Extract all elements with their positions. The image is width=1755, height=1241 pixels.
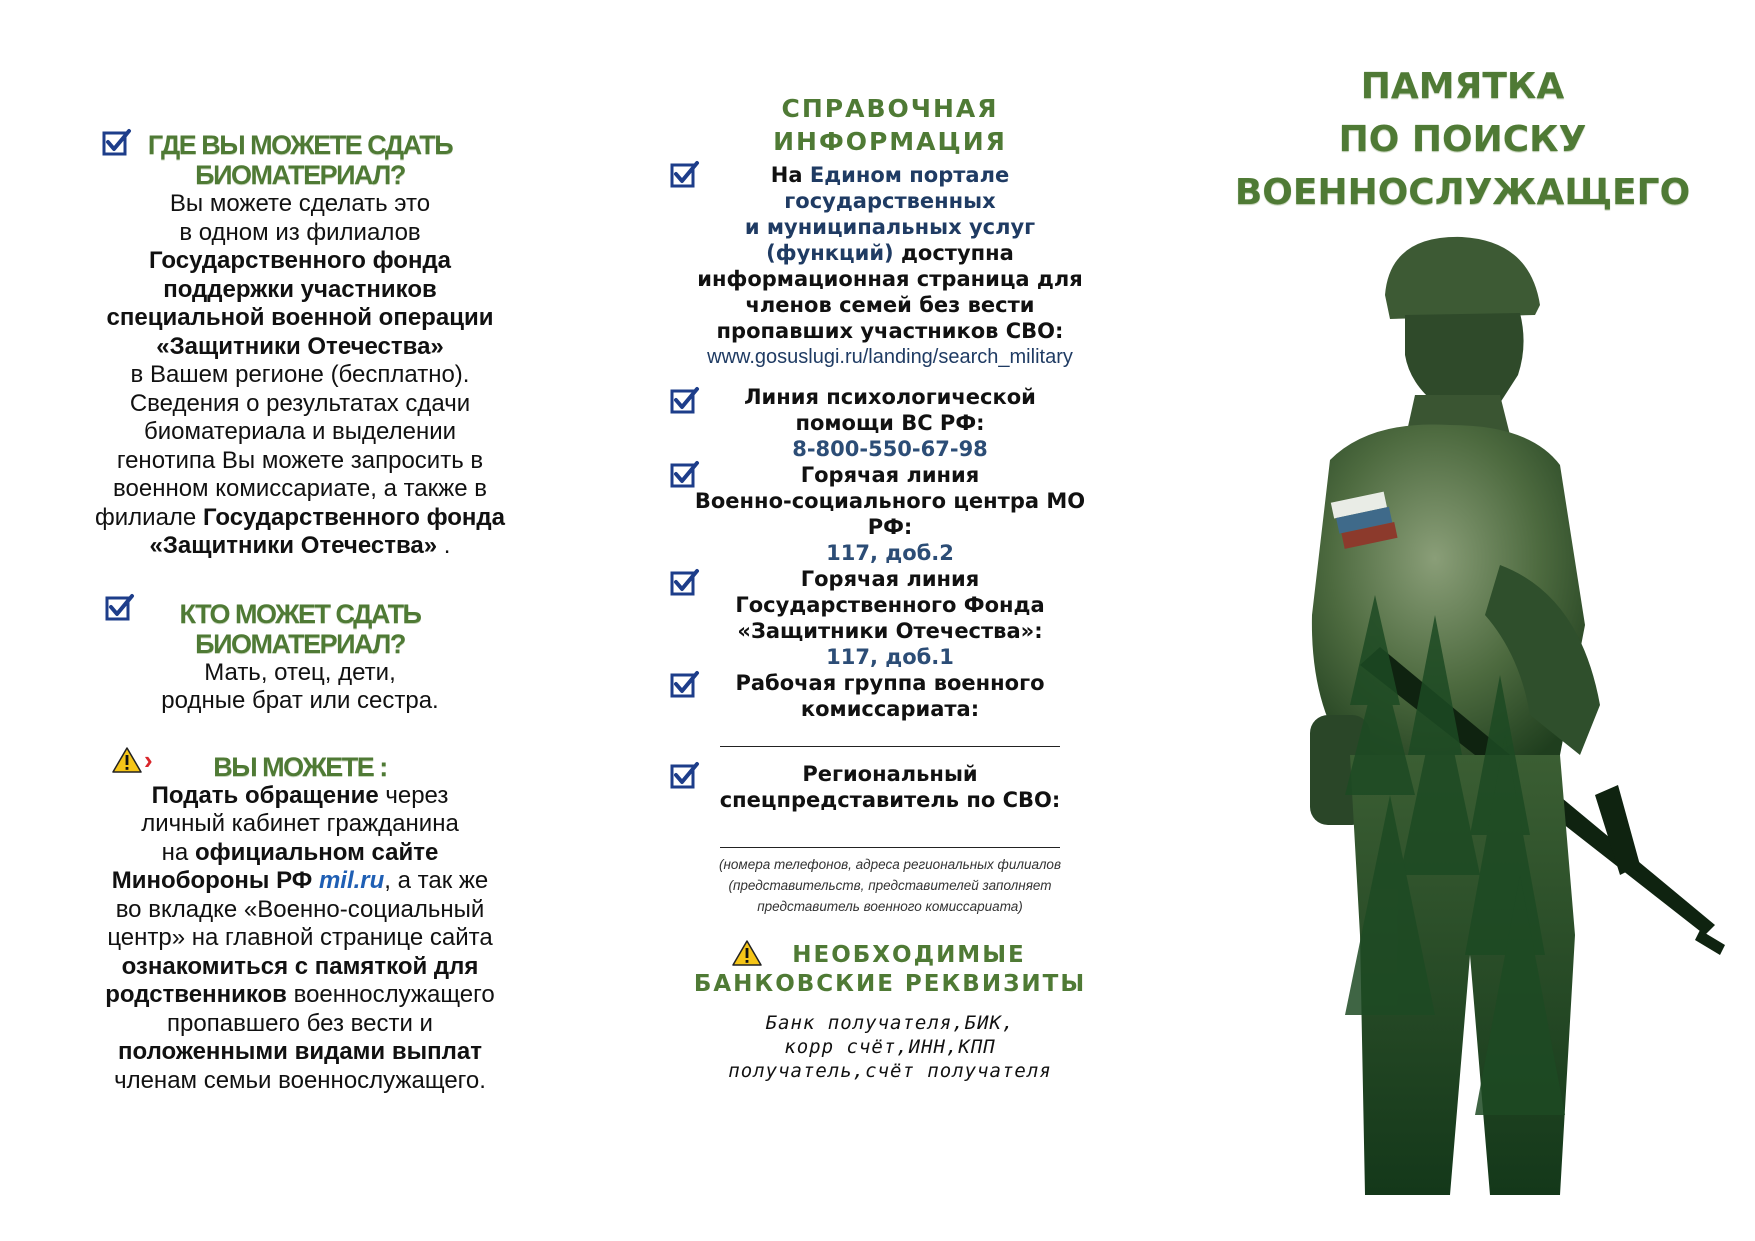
bank-details: Банк получателя,БИК, корр счёт,ИНН,КПП получатель,счёт получателя [728,1012,1052,1082]
section-text-where: Вы можете сделать это в одном из филиалов Государственного фонда поддержки участников специальной военной операции «Защитники Отечества» в Вашем регионе (бесплатно). Сведения о результатах сдачи биоматериала и выделении генотипа Вы можете запросить в военном комиссариате, а также в филиале Государственного фонда «Защитники Отечества» . [95,190,505,559]
reference-heading: СПРАВОЧНАЯ ИНФОРМАЦИЯ [773,94,1007,156]
checkbox-icon [670,386,700,414]
checkbox-icon [670,670,700,698]
gosuslugi-url[interactable]: www.gosuslugi.ru/landing/search_military [707,346,1073,368]
warning-icon [732,939,762,967]
info-item-psych-line: Линия психологической помощи ВС РФ: 8-800-550-67-98 [680,384,1100,462]
soldier-illustration [1200,235,1725,1200]
checkbox-icon [102,128,132,156]
fill-in-note: (номера телефонов, адреса региональных филиалов (представительств, представителей заполняет представитель военного комиссариата) [719,857,1061,914]
info-item-fund-line: Горячая линия Государственного Фонда «Защитники Отечества»: 117, доб.1 [680,566,1100,670]
checkbox-icon [670,568,700,596]
section-title-who: КТО МОЖЕТ СДАТЬ БИОМАТЕРИАЛ? [179,598,421,659]
fill-in-line [720,722,1060,747]
section-title-can: ВЫ МОЖЕТЕ : [213,751,387,782]
checkbox-icon [105,593,135,621]
info-item-regional-rep: Региональный спецпредставитель по СВО: [680,761,1100,848]
info-item-gosuslugi: На Едином портале государственных и муниципальных услуг (функций) доступна информационная страница для членов семей без вести пропавших участников СВО: www.gosuslugi.ru/landing/search_military [680,162,1100,370]
mil-ru-link[interactable]: mil.ru [318,867,385,894]
chevron-right-icon: › [144,744,153,775]
section-text-who: Мать, отец, дети, родные брат или сестра. [161,658,439,714]
warning-icon [112,746,142,774]
bank-heading: НЕОБХОДИМЫЕ БАНКОВСКИЕ РЕКВИЗИТЫ [680,941,1100,999]
cover-panel [1200,60,1725,1200]
fill-in-line [720,813,1060,848]
checkbox-icon [670,160,700,188]
info-item-commissariat: Рабочая группа военного комиссариата: [680,670,1100,747]
middle-panel [680,92,1100,1083]
info-item-vsc-line: Горячая линия Военно-социального центра МО РФ: 117, доб.2 [680,462,1100,566]
left-panel [90,130,510,1095]
cover-title: ПАМЯТКА ПО ПОИСКУ ВОЕННОСЛУЖАЩЕГО [1234,66,1691,213]
section-title-where: ГДЕ ВЫ МОЖЕТЕ СДАТЬ БИОМАТЕРИАЛ? [147,130,453,190]
checkbox-icon [670,761,700,789]
checkbox-icon [670,460,700,488]
section-text-can: Подать обращение через личный кабинет гражданина на официальном сайте Минобороны РФ mil.ru, а так же во вкладке «Военно-социальный центр» на главной странице сайта ознакомиться с памяткой для родственников военнослужащего пропавшего без вести и положенными видами выплат членам семьи военнослужащего. [105,781,495,1094]
